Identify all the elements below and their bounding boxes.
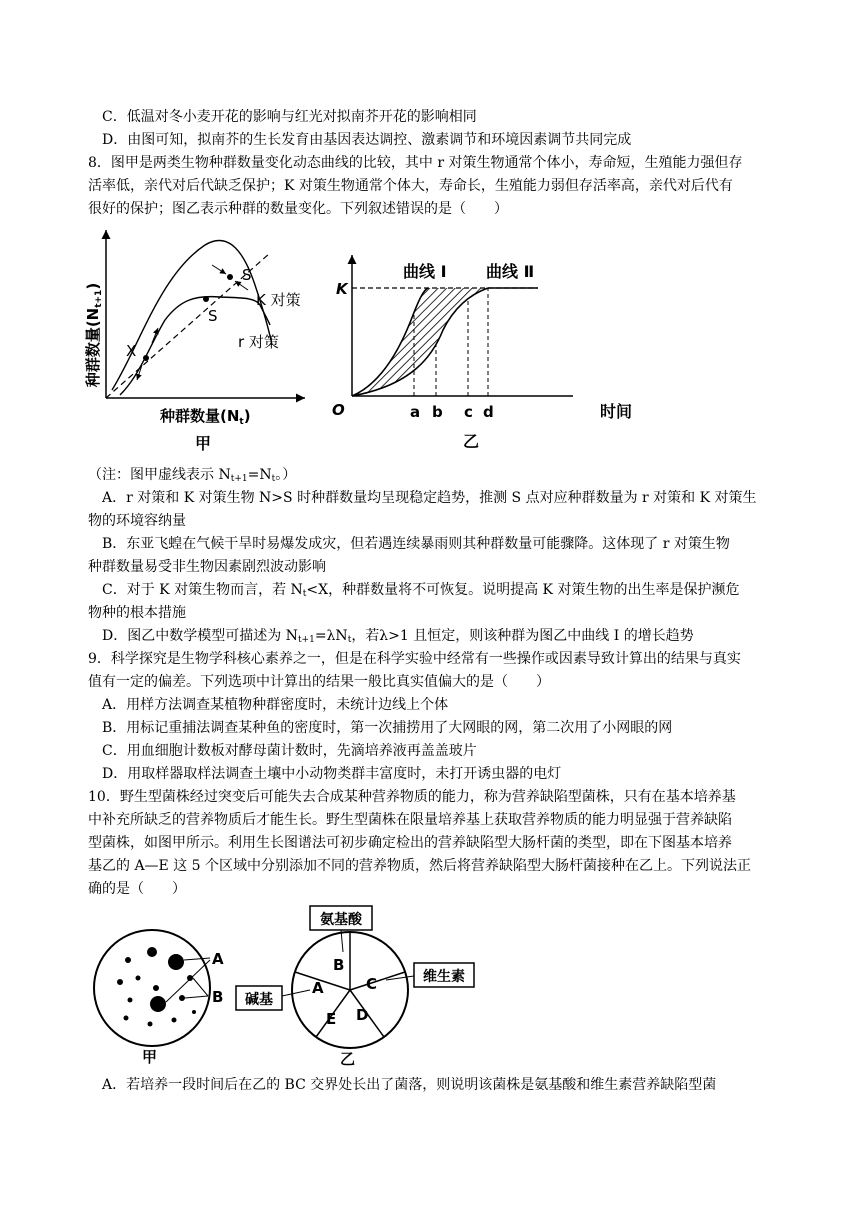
q7-option-d: D．由图可知，拟南芥的生长发育由基因表达调控、激素调节和环境因素调节共同完成 xyxy=(102,132,632,148)
label-x: X xyxy=(126,342,137,360)
label-k: K xyxy=(336,280,348,298)
pie-label-e: E xyxy=(326,1010,337,1028)
q8-note: （注：图甲虚线表示 $N_{t+1}=N_t$。） xyxy=(88,467,297,484)
q10-stem-line1: 10．野生型菌株经过突变后可能失去合成某种营养物质的能力，称为营养缺陷型菌株，只有在基本培养基 xyxy=(88,789,736,805)
q9-option-d: D．用取样器取样法调查土壤中小动物类群丰富度时，未打开诱虫器的电灯 xyxy=(102,766,562,782)
q8-stem-line1: 8．图甲是两类生物种群数量变化动态曲线的比较，其中 r 对策生物通常个体小，寿命短，生殖能力强但存 xyxy=(88,155,743,171)
pie-label-c: C xyxy=(366,975,378,993)
label-r-strategy: r 对策 xyxy=(238,333,279,351)
pie-label-a: A xyxy=(312,979,324,997)
q10-option-a: A．若培养一段时间后在乙的 BC 交界处长出了菌落，则说明该菌株是氨基酸和维生素营养缺陷型菌 xyxy=(102,1077,717,1093)
q10-stem-line5: 确的是（ ） xyxy=(88,881,186,897)
tick-b: b xyxy=(432,403,443,421)
q9-option-a: A．用样方法调查某植物种群密度时，未统计边线上个体 xyxy=(102,697,449,713)
point-x xyxy=(143,355,149,361)
figure-culture-plates xyxy=(90,900,490,1068)
q8-option-d: D．图乙中数学模型可描述为 $N_{t+1}=\lambda N_t$，若λ>1 且恒定，则该种群为图乙中曲线 I 的增长趋势 xyxy=(102,628,694,645)
point-s-r xyxy=(227,274,233,280)
q10-stem-line4: 基乙的 A—E 这 5 个区域中分别添加不同的营养物质，然后将营养缺陷型大肠杆菌接种在乙上。下列说法正 xyxy=(88,858,752,874)
label-a: A xyxy=(212,950,224,968)
label-curve-i: 曲线 Ⅰ xyxy=(403,262,447,281)
figure-yi-growth-curves xyxy=(328,245,648,455)
q7-option-c: C．低温对冬小麦开花的影响与红光对拟南芥开花的影响相同 xyxy=(102,109,477,125)
figure-caption-jia: 甲 xyxy=(195,434,212,453)
q9-option-c: C．用血细胞计数板对酵母菌计数时，先滴培养液再盖盖玻片 xyxy=(102,743,477,759)
tick-d: d xyxy=(483,403,494,421)
label-s-r: S xyxy=(242,266,252,284)
r-strategy-curve xyxy=(112,241,272,390)
label-b: B xyxy=(212,988,224,1006)
q8-option-b-line2: 种群数量易受非生物因素剧烈波动影响 xyxy=(88,559,326,575)
label-vitamin: 维生素 xyxy=(423,969,465,985)
q8-option-c-line2: 物种的根本措施 xyxy=(88,605,186,621)
tick-a: a xyxy=(410,403,421,421)
label-s-k: S xyxy=(208,307,218,325)
label-base: 碱基 xyxy=(245,992,273,1008)
pie-label-b: B xyxy=(333,956,345,974)
label-amino-acid: 氨基酸 xyxy=(320,912,362,928)
q10-stem-line2: 中补充所缺乏的营养物质后才能生长。野生型菌株在限量培养基上获取营养物质的能力明显强于营养缺陷 xyxy=(88,812,732,828)
q8-option-a-line2: 物的环境容纳量 xyxy=(88,513,186,529)
q8-option-c-line1: C．对于 K 对策生物而言，若 $N_t<X$，种群数量将不可恢复。说明提高 K 对策生物的出生率是保护濒危 xyxy=(102,582,740,599)
x-axis-label: 种群数量$(N_t)$ xyxy=(160,407,251,427)
tick-c: c xyxy=(464,403,473,421)
large-colony-a1 xyxy=(168,954,184,970)
caption-plate-jia: 甲 xyxy=(142,1048,158,1066)
q9-stem-line1: 9．科学探究是生物学科核心素养之一，但是在科学实验中经常有一些操作或因素导致计算出的结果与真实 xyxy=(88,651,741,667)
figure-caption-yi: 乙 xyxy=(463,432,480,451)
q10-stem-line3: 型菌株，如图甲所示。利用生长图谱法可初步确定检出的营养缺陷型大肠杆菌的类型，即在下图基本培养 xyxy=(88,835,732,851)
label-curve-ii: 曲线 Ⅱ xyxy=(486,262,535,281)
caption-plate-yi: 乙 xyxy=(340,1050,356,1068)
q8-option-a-line1: A．r 对策和 K 对策生物 N>S 时种群数量均呈现稳定趋势，推测 S 点对应种群数量为 r 对策和 K 对策生 xyxy=(102,490,757,506)
y-axis-label: 种群数量$(N_{t+1})$ xyxy=(84,282,104,388)
figure-jia-population-curves xyxy=(80,225,320,460)
large-colony-a2 xyxy=(150,996,166,1012)
q8-option-b-line1: B．东亚飞蝗在气候干旱时易爆发成灾，但若遇连续暴雨则其种群数量可能骤降。这体现了 r 对策生物 xyxy=(102,536,730,552)
q9-stem-line2: 值有一定的偏差。下列选项中计算出的结果一般比真实值偏大的是（ ） xyxy=(88,674,550,690)
q8-stem-line3: 很好的保护；图乙表示种群的数量变化。下列叙述错误的是（ ） xyxy=(88,201,508,217)
label-origin: O xyxy=(332,401,345,419)
point-s-k xyxy=(203,296,209,302)
label-k-strategy: K 对策 xyxy=(256,291,301,309)
pie-label-d: D xyxy=(356,1006,369,1024)
q9-option-b: B．用标记重捕法调查某种鱼的密度时，第一次捕捞用了大网眼的网，第二次用了小网眼的网 xyxy=(102,720,673,736)
x-axis-label: 时间 xyxy=(600,402,633,421)
q8-stem-line2: 活率低，亲代对后代缺乏保护；K 对策生物通常个体大，寿命长，生殖能力弱但存活率高，亲代对后代有 xyxy=(88,178,733,194)
